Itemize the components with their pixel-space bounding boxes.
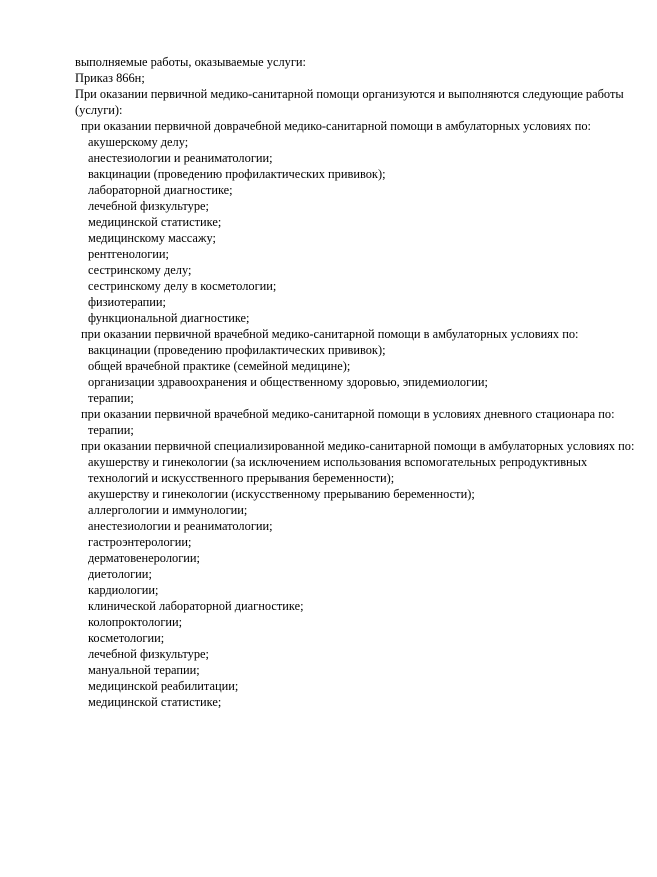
list-item: физиотерапии;: [88, 295, 166, 309]
list-item: лечебной физкультуре;: [88, 199, 209, 213]
list-item: терапии;: [88, 391, 134, 405]
list-item: сестринскому делу;: [88, 263, 192, 277]
list-item: вакцинации (проведению профилактических прививок);: [88, 343, 386, 357]
list-item: анестезиологии и реаниматологии;: [88, 519, 273, 533]
list-item: гастроэнтерологии;: [88, 535, 192, 549]
list-item: медицинскому массажу;: [88, 231, 216, 245]
order-reference: Приказ 866н;: [75, 71, 145, 85]
list-item: акушерскому делу;: [88, 135, 189, 149]
list-item: кардиологии;: [88, 583, 159, 597]
list-item: организации здравоохранения и общественному здоровью, эпидемиологии;: [88, 375, 488, 389]
list-item: диетологии;: [88, 567, 152, 581]
list-item: рентгенологии;: [88, 247, 169, 261]
list-item: медицинской статистике;: [88, 695, 222, 709]
list-item: лечебной физкультуре;: [88, 647, 209, 661]
list-item: колопроктологии;: [88, 615, 183, 629]
section-heading: при оказании первичной доврачебной медико-санитарной помощи в амбулаторных условиях по:: [81, 119, 591, 133]
list-item: акушерству и гинекологии (за исключением использования вспомогательных репродуктивных технологий и искусственного прерывания беременности);: [88, 455, 591, 485]
section-heading: при оказании первичной врачебной медико-санитарной помощи в амбулаторных условиях по:: [81, 327, 579, 341]
list-item: косметологии;: [88, 631, 165, 645]
list-item: аллергологии и иммунологии;: [88, 503, 248, 517]
section-heading: при оказании первичной врачебной медико-санитарной помощи в условиях дневного стационара по:: [81, 407, 615, 421]
list-item: клинической лабораторной диагностике;: [88, 599, 304, 613]
list-item: терапии;: [88, 423, 134, 437]
list-item: дерматовенерологии;: [88, 551, 200, 565]
list-item: анестезиологии и реаниматологии;: [88, 151, 273, 165]
list-item: медицинской реабилитации;: [88, 679, 239, 693]
list-item: мануальной терапии;: [88, 663, 200, 677]
section-heading: при оказании первичной специализированной медико-санитарной помощи в амбулаторных условиях по:: [81, 439, 635, 453]
document-page: [75, 54, 635, 710]
list-item: функциональной диагностике;: [88, 311, 250, 325]
list-item: общей врачебной практике (семейной медицине);: [88, 359, 351, 373]
list-item: вакцинации (проведению профилактических прививок);: [88, 167, 386, 181]
list-item: акушерству и гинекологии (искусственному прерыванию беременности);: [88, 487, 475, 501]
list-item: медицинской статистике;: [88, 215, 222, 229]
list-item: сестринскому делу в косметологии;: [88, 279, 277, 293]
doc-line: выполняемые работы, оказываемые услуги:: [75, 55, 307, 69]
list-item: лабораторной диагностике;: [88, 183, 233, 197]
intro-paragraph: При оказании первичной медико-санитарной помощи организуются и выполняются следующие работы (услуги):: [75, 87, 627, 117]
